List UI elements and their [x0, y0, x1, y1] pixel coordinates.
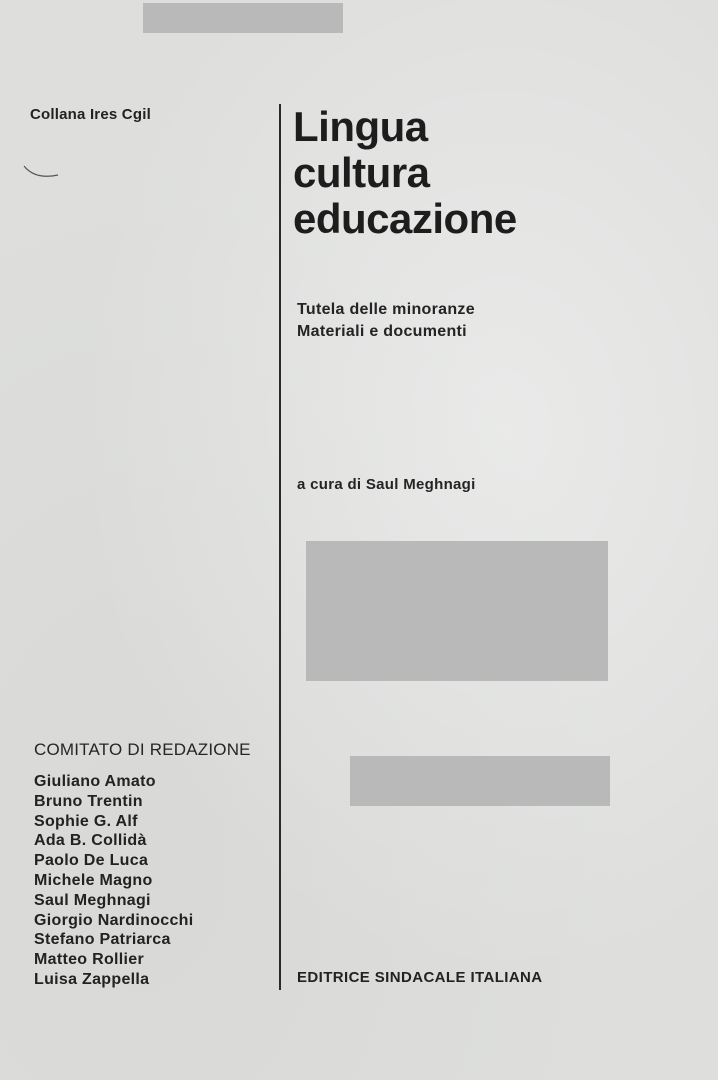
committee-list: [34, 772, 194, 990]
editor-credit: a cura di Saul Meghnagi: [297, 476, 476, 493]
committee-member: Ada B. Collidà: [34, 832, 147, 850]
committee-member: Bruno Trentin: [34, 792, 143, 810]
series-label: Collana Ires Cgil: [30, 106, 151, 123]
committee-member: Matteo Rollier: [34, 951, 144, 969]
committee-member: Sophie G. Alf: [34, 812, 138, 830]
title-line: cultura: [293, 149, 430, 196]
redacted-area-top: [143, 3, 343, 33]
committee-member: Michele Magno: [34, 871, 153, 889]
committee-member: Paolo De Luca: [34, 852, 149, 870]
book-subtitle: [297, 299, 475, 343]
committee-member: Saul Meghnagi: [34, 891, 151, 909]
subtitle-line: Materiali e documenti: [297, 323, 467, 340]
pencil-mark-icon: [22, 162, 60, 182]
committee-member: Luisa Zappella: [34, 970, 150, 988]
book-title: [293, 104, 517, 242]
title-line: educazione: [293, 195, 517, 242]
redacted-area-middle: [306, 541, 608, 681]
publisher-name: EDITRICE SINDACALE ITALIANA: [297, 969, 543, 986]
subtitle-line: Tutela delle minoranze: [297, 301, 475, 318]
title-line: Lingua: [293, 103, 428, 150]
committee-member: Stefano Patriarca: [34, 931, 171, 949]
vertical-divider: [279, 104, 281, 990]
redacted-area-lower: [350, 756, 610, 806]
committee-member: Giorgio Nardinocchi: [34, 911, 194, 929]
committee-member: Giuliano Amato: [34, 773, 156, 790]
committee-heading: COMITATO DI REDAZIONE: [34, 740, 251, 759]
